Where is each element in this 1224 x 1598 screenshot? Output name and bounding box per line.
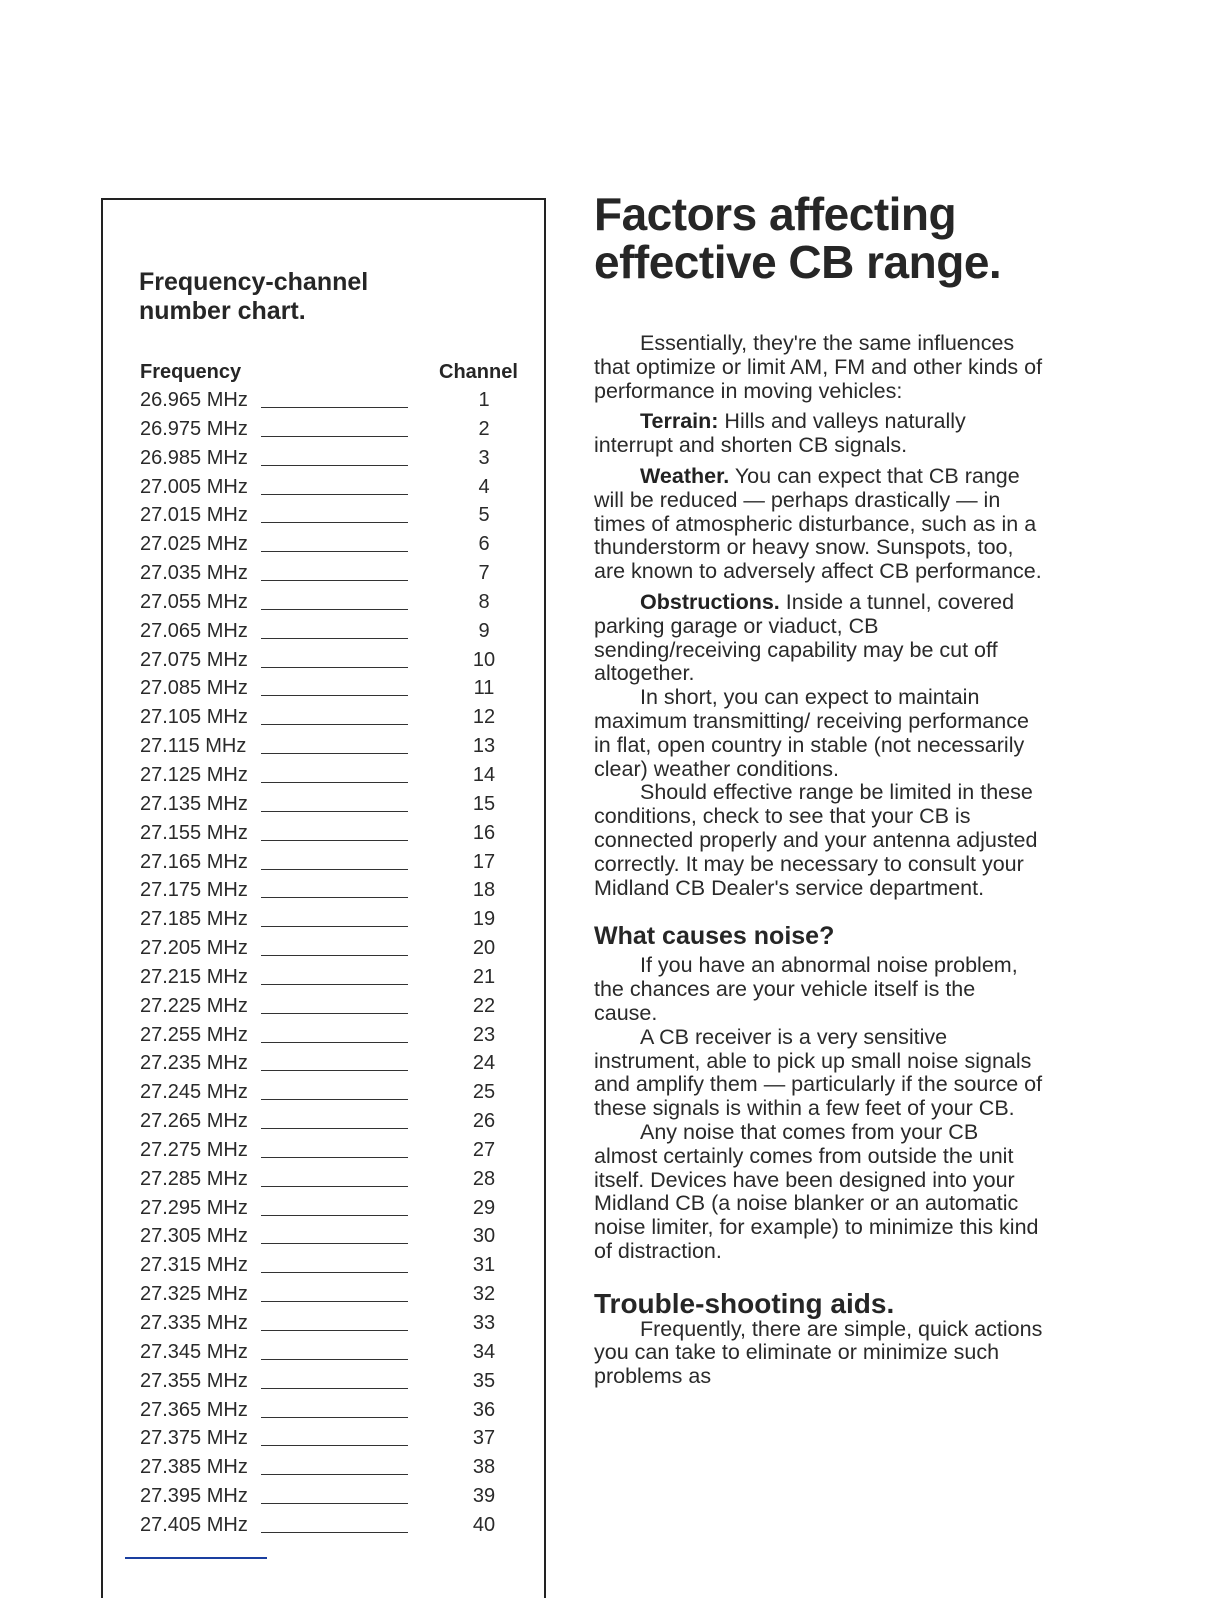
chart-row	[103, 1281, 544, 1310]
chart-row	[103, 733, 544, 762]
chart-row	[103, 1079, 544, 1108]
obstructions-paragraph	[594, 591, 1044, 686]
obstructions-text: Inside a tunnel, covered parking garage or viaduct, CB sending/receiving capability may be cut off altogether.	[594, 589, 1015, 686]
channel-number: 12	[472, 706, 496, 729]
leader-line	[261, 522, 408, 523]
frequency-value: 27.405 MHz	[140, 1513, 248, 1536]
frequency-channel-list	[103, 387, 544, 1541]
channel-number: 6	[478, 533, 490, 556]
chart-row	[103, 1022, 544, 1051]
channel-number: 39	[472, 1485, 496, 1508]
channel-number: 18	[472, 879, 496, 902]
channel-number: 22	[472, 994, 496, 1017]
leader-line	[261, 1301, 408, 1302]
frequency-value: 27.005 MHz	[140, 475, 248, 498]
channel-number: 17	[472, 850, 496, 873]
leader-line	[261, 753, 408, 754]
channel-number: 23	[472, 1023, 496, 1046]
channel-number: 16	[472, 821, 496, 844]
leader-line	[261, 465, 408, 466]
channel-number: 14	[472, 763, 496, 786]
chart-row	[103, 1339, 544, 1368]
leader-line	[261, 1359, 408, 1360]
chart-row	[103, 1397, 544, 1426]
noise-paragraph-3: Any noise that comes from your CB almost certainly comes from outside the unit itself. Devices have been designed into your Midland CB (a noise blanker or an automatic noise limiter, for example) to minimize this kind of distraction.	[594, 1119, 1039, 1263]
channel-number: 1	[478, 389, 490, 411]
frequency-value: 27.215 MHz	[140, 965, 248, 988]
channel-number: 9	[478, 619, 490, 642]
channel-number: 30	[472, 1225, 496, 1248]
leader-line	[261, 580, 408, 581]
chart-title-line2: number chart.	[139, 297, 306, 325]
frequency-value: 27.225 MHz	[140, 994, 248, 1017]
chart-row	[103, 993, 544, 1022]
leader-line	[261, 1099, 408, 1100]
frequency-value: 27.155 MHz	[140, 821, 248, 844]
should-paragraph: Should effective range be limited in these conditions, check to see that your CB is connected properly and your antenna adjusted correctly. It may be necessary to consult your Midland CB Dealer's service department.	[594, 780, 1038, 900]
channel-number: 34	[472, 1340, 496, 1363]
in-short-paragraph: In short, you can expect to maintain maximum transmitting/ receiving performance in flat, open country in stable (not necessarily clear) weather conditions.	[594, 685, 1029, 781]
leader-line	[261, 955, 408, 956]
channel-number: 10	[472, 648, 496, 671]
frequency-value: 27.395 MHz	[140, 1485, 248, 1508]
frequency-value: 27.035 MHz	[140, 562, 248, 585]
article-body	[594, 332, 1044, 1389]
channel-number: 26	[472, 1110, 496, 1133]
leader-line	[261, 1186, 408, 1187]
frequency-value: 27.335 MHz	[140, 1312, 248, 1334]
leader-line	[261, 407, 408, 408]
trouble-shooting-heading: Trouble-shooting aids.	[594, 1287, 895, 1319]
frequency-value: 27.245 MHz	[140, 1081, 248, 1104]
chart-row	[103, 589, 544, 618]
chart-row	[103, 1512, 544, 1541]
chart-row	[103, 618, 544, 647]
chart-row	[103, 877, 544, 906]
channel-number: 38	[472, 1456, 496, 1479]
chart-row	[103, 560, 544, 589]
channel-number: 24	[472, 1052, 496, 1075]
noise-paragraph-2: A CB receiver is a very sensitive instrument, able to pick up small noise signals and amplify them — particularly if the source of these signals is within a few feet of your CB.	[594, 1024, 1043, 1121]
channel-number: 7	[478, 562, 490, 585]
leader-line	[261, 667, 408, 668]
channel-number: 4	[478, 475, 490, 498]
frequency-value: 27.305 MHz	[140, 1225, 248, 1248]
leader-line	[261, 840, 408, 841]
leader-line	[261, 724, 408, 725]
leader-line	[261, 1532, 408, 1533]
terrain-paragraph	[594, 410, 1044, 458]
channel-number: 21	[472, 965, 496, 988]
weather-text: You can expect that CB range will be reduced — perhaps drastically — in times of atmospheric disturbance, such as in a thunderstorm or heavy snow. Sunspots, too, are known to adversely affect CB performance.	[594, 463, 1042, 584]
chart-row	[103, 1195, 544, 1224]
chart-row	[103, 964, 544, 993]
chart-row	[103, 445, 544, 474]
chart-row	[103, 647, 544, 676]
frequency-value: 27.115 MHz	[140, 735, 247, 758]
channel-number: 8	[478, 590, 490, 613]
channel-number: 32	[472, 1283, 496, 1306]
leader-line	[261, 1243, 408, 1244]
chart-row	[103, 1223, 544, 1252]
chart-row	[103, 1050, 544, 1079]
chart-row	[103, 791, 544, 820]
chart-row	[103, 387, 544, 416]
chart-row	[103, 502, 544, 531]
noise-paragraph-1: If you have an abnormal noise problem, the chances are your vehicle itself is the cause.	[594, 953, 1018, 1025]
leader-line	[261, 1330, 408, 1331]
leader-line	[261, 1417, 408, 1418]
channel-number: 35	[472, 1369, 496, 1392]
chart-row	[103, 1368, 544, 1397]
frequency-value: 27.185 MHz	[140, 908, 248, 931]
frequency-value: 27.285 MHz	[140, 1167, 248, 1190]
chart-row	[103, 906, 544, 935]
channel-number: 13	[472, 735, 496, 758]
leader-line	[261, 1070, 408, 1071]
frequency-value: 27.055 MHz	[140, 590, 248, 613]
channel-number: 2	[478, 417, 490, 440]
channel-number: 36	[472, 1398, 496, 1421]
leader-line	[261, 897, 408, 898]
frequency-value: 27.295 MHz	[140, 1196, 248, 1219]
channel-number: 5	[478, 504, 490, 527]
frequency-value: 26.985 MHz	[140, 446, 248, 469]
frequency-value: 27.105 MHz	[140, 706, 248, 729]
obstructions-label: Obstructions.	[640, 589, 780, 614]
frequency-value: 27.125 MHz	[140, 763, 248, 786]
chart-row	[103, 1454, 544, 1483]
channel-number: 20	[472, 937, 496, 960]
channel-column-header: Channel	[439, 361, 518, 383]
frequency-chart-box	[101, 198, 546, 1598]
channel-number: 29	[472, 1196, 496, 1219]
terrain-text: Hills and valleys naturally interrupt and shorten CB signals.	[594, 409, 966, 458]
article-title-line2: effective CB range.	[594, 236, 1002, 288]
chart-row	[103, 849, 544, 878]
channel-number: 11	[473, 677, 495, 700]
weather-paragraph	[594, 465, 1044, 584]
frequency-value: 27.205 MHz	[140, 937, 248, 960]
leader-line	[261, 869, 408, 870]
leader-line	[261, 1013, 408, 1014]
frequency-value: 27.265 MHz	[140, 1110, 248, 1133]
frequency-value: 27.235 MHz	[140, 1052, 248, 1075]
leader-line	[261, 436, 408, 437]
leader-line	[261, 1388, 408, 1389]
frequency-value: 27.345 MHz	[140, 1340, 248, 1363]
chart-row	[103, 1310, 544, 1339]
leader-line	[261, 1474, 408, 1475]
channel-number: 25	[472, 1081, 496, 1104]
frequency-column-header: Frequency	[140, 361, 242, 383]
frequency-value: 27.255 MHz	[140, 1023, 248, 1046]
article-title	[594, 190, 1044, 286]
chart-row	[103, 1425, 544, 1454]
noise-heading: What causes noise?	[594, 922, 835, 951]
channel-number: 3	[478, 446, 490, 469]
channel-number: 33	[472, 1312, 496, 1334]
frequency-value: 27.275 MHz	[140, 1138, 248, 1161]
chart-row	[103, 1166, 544, 1195]
chart-row	[103, 675, 544, 704]
frequency-value: 27.025 MHz	[140, 533, 248, 556]
leader-line	[261, 1128, 408, 1129]
article-title-line1: Factors affecting	[594, 188, 957, 240]
frequency-value: 26.975 MHz	[140, 417, 248, 440]
leader-line	[261, 811, 408, 812]
frequency-value: 27.085 MHz	[140, 677, 248, 700]
channel-number: 37	[472, 1427, 496, 1450]
chart-row	[103, 935, 544, 964]
channel-number: 15	[472, 792, 496, 815]
terrain-label: Terrain:	[640, 409, 719, 434]
leader-line	[261, 1042, 408, 1043]
chart-row	[103, 704, 544, 733]
chart-row	[103, 762, 544, 791]
channel-number: 31	[472, 1254, 496, 1277]
intro-paragraph: Essentially, they're the same influences that optimize or limit AM, FM and other kinds of performance in moving vehicles:	[594, 331, 1043, 403]
frequency-value: 27.365 MHz	[140, 1398, 248, 1421]
weather-label: Weather.	[640, 463, 730, 488]
chart-row	[103, 531, 544, 560]
leader-line	[261, 1445, 408, 1446]
frequency-value: 27.375 MHz	[140, 1427, 248, 1450]
article	[594, 190, 1044, 1389]
leader-line	[261, 1272, 408, 1273]
frequency-value: 27.015 MHz	[140, 504, 248, 527]
channel-number: 28	[472, 1167, 496, 1190]
trouble-shooting-paragraph: Frequently, there are simple, quick actions you can take to eliminate or minimize such problems as	[594, 1316, 1043, 1389]
frequency-value: 27.315 MHz	[140, 1254, 248, 1277]
frequency-value: 27.075 MHz	[140, 648, 248, 671]
chart-row	[103, 416, 544, 445]
chart-row	[103, 820, 544, 849]
leader-line	[261, 782, 408, 783]
frequency-value: 27.325 MHz	[140, 1283, 248, 1306]
leader-line	[261, 551, 408, 552]
chart-row	[103, 1483, 544, 1512]
leader-line	[261, 494, 408, 495]
channel-number: 19	[472, 908, 496, 931]
frequency-value: 27.175 MHz	[140, 879, 248, 902]
frequency-value: 27.165 MHz	[140, 850, 248, 873]
frequency-value: 27.135 MHz	[140, 792, 248, 815]
frequency-value: 26.965 MHz	[140, 389, 248, 411]
chart-title	[139, 268, 368, 326]
leader-line	[261, 638, 408, 639]
leader-line	[261, 609, 408, 610]
leader-line	[261, 1157, 408, 1158]
frequency-value: 27.065 MHz	[140, 619, 248, 642]
footnote-rule	[125, 1557, 267, 1559]
channel-number: 27	[472, 1138, 496, 1161]
chart-title-line1: Frequency-channel	[139, 268, 369, 296]
chart-row	[103, 1108, 544, 1137]
chart-row	[103, 1137, 544, 1166]
channel-number: 40	[472, 1513, 496, 1536]
leader-line	[261, 984, 408, 985]
leader-line	[261, 926, 408, 927]
leader-line	[261, 1503, 408, 1504]
chart-row	[103, 474, 544, 503]
leader-line	[261, 695, 408, 696]
leader-line	[261, 1215, 408, 1216]
chart-row	[103, 1252, 544, 1281]
frequency-value: 27.355 MHz	[140, 1369, 248, 1392]
frequency-value: 27.385 MHz	[140, 1456, 248, 1479]
